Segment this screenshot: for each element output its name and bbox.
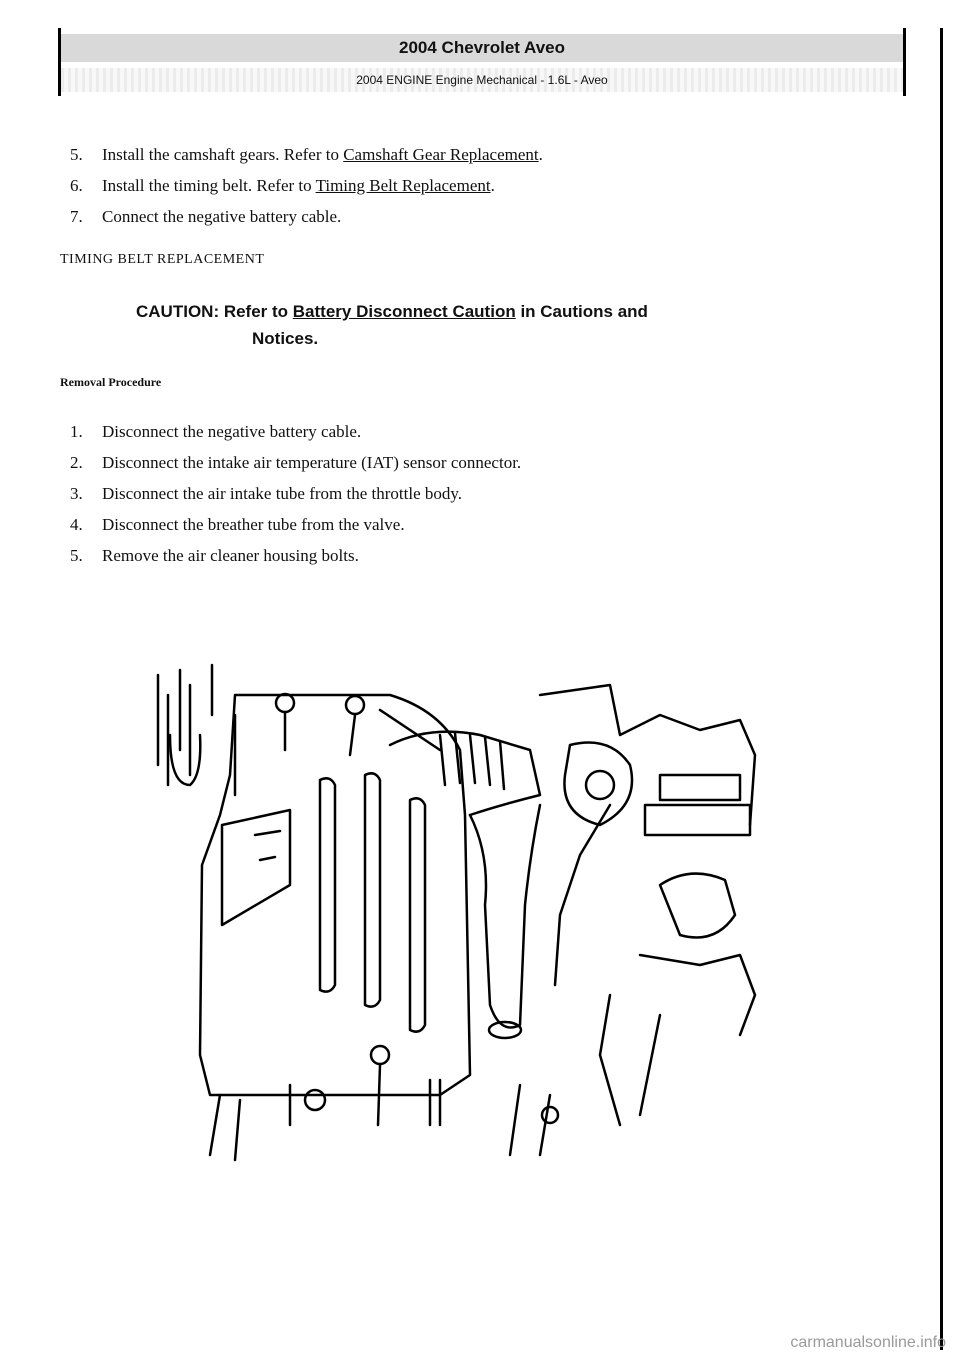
list-item: 1. Disconnect the negative battery cable.: [70, 422, 362, 441]
list-item: 4. Disconnect the breather tube from the valve.: [70, 515, 405, 534]
page-border: [940, 28, 943, 1350]
document-subtitle: 2004 ENGINE Engine Mechanical - 1.6L - Aveo: [61, 68, 903, 92]
camshaft-gear-link[interactable]: Camshaft Gear Replacement: [343, 145, 539, 164]
list-item: 5. Remove the air cleaner housing bolts.: [70, 546, 359, 565]
watermark-text: carmanualsonline.info: [790, 1334, 946, 1351]
list-item: 7. Connect the negative battery cable.: [70, 207, 342, 226]
engine-illustration: [140, 655, 760, 1175]
install-steps-list: [70, 139, 543, 232]
timing-belt-link[interactable]: Timing Belt Replacement: [315, 176, 491, 195]
battery-disconnect-caution-link[interactable]: Battery Disconnect Caution: [292, 302, 516, 321]
removal-steps-list: [70, 416, 521, 571]
list-item: 5. Install the camshaft gears. Refer to Camshaft Gear Replacement.: [70, 145, 543, 164]
caution-notice: CAUTION: Refer to Battery Disconnect Caution in Cautions and Notices.: [136, 302, 648, 348]
section-heading: TIMING BELT REPLACEMENT: [60, 252, 265, 267]
document-header: [58, 28, 906, 96]
list-item: 3. Disconnect the air intake tube from the throttle body.: [70, 484, 463, 503]
procedure-subheading: Removal Procedure: [60, 375, 162, 389]
document-title: 2004 Chevrolet Aveo: [61, 34, 903, 62]
list-item: 2. Disconnect the intake air temperature (IAT) sensor connector.: [70, 453, 522, 472]
list-item: 6. Install the timing belt. Refer to Timing Belt Replacement.: [70, 176, 495, 195]
